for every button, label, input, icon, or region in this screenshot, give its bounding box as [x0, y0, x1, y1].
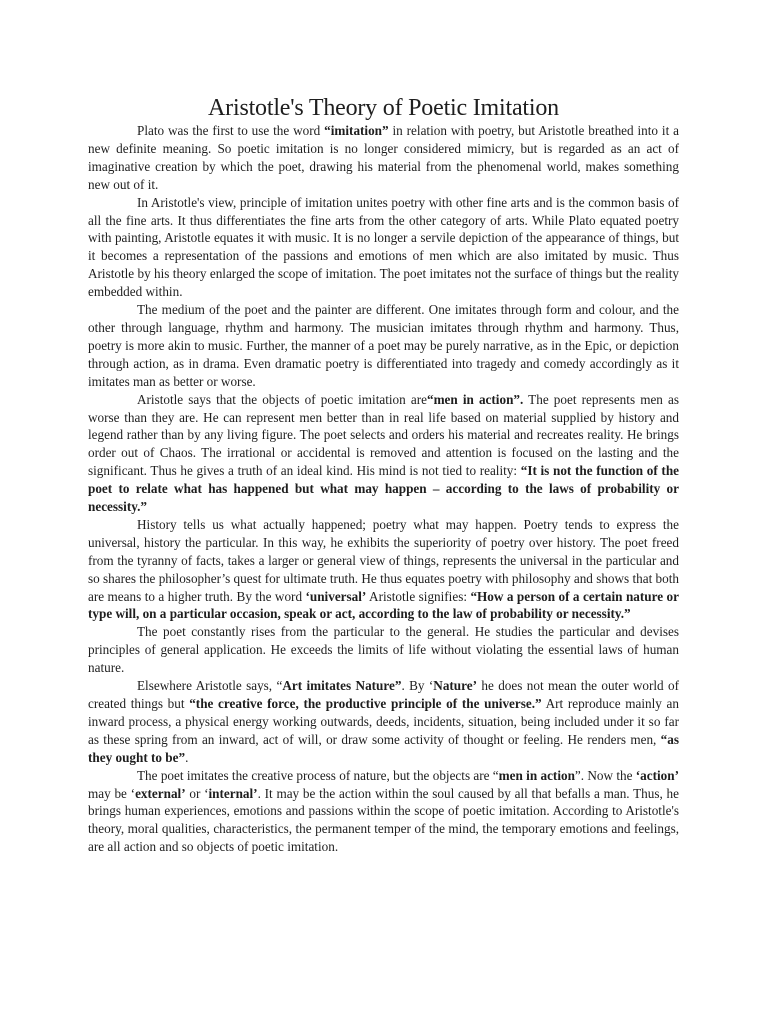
text-run: Aristotle says that the objects of poetic imitation are [137, 391, 427, 407]
text-run: The poet represents men as worse than they are. He can represent men better than in real life based on material supplied by history and legend rather than by any living figure. The poet selects and orders his material and recreates reality. He brings order out of Chaos. The irrational or accidental is removed and attention is focused on the lasting and the significant. Thus he gives a truth of an ideal kind. His mind is not tied to reality: [88, 391, 679, 479]
paragraph [88, 767, 679, 857]
bold-text: “imitation” [324, 123, 389, 138]
paragraph [88, 122, 679, 194]
text-run: The medium of the poet and the painter are different. One imitates through form and colour, and the other through language, rhythm and harmony. The musician imitates through rhythm and harmony. Thus, poetry is more akin to music. Further, the manner of a poet may be purely narrative, as in the Epic, or depiction through action, as in drama. Even dramatic poetry is differentiated into tragedy and comedy accordingly as it imitates man as better or worse. [88, 302, 679, 389]
paragraph [88, 677, 679, 767]
text-run: ”. Now the [574, 767, 636, 783]
bold-text: Nature’ [433, 678, 477, 694]
text-run: Aristotle signifies: [366, 588, 471, 604]
text-run: in relation with poetry, but Aristotle breathed into it a new definite meaning. So poetic imitation is no longer considered mimicry, but is regarded as an act of imaginative creation by which the poet, drawing his material from the phenomenal world, makes something new out of it. [88, 123, 679, 192]
bold-text: Art imitates Nature” [282, 678, 402, 694]
bold-text: “the creative force, the productive principle of the universe.” [189, 696, 542, 711]
bold-text: ‘action’ [635, 767, 679, 783]
text-run: he does not mean the outer world of created things but [88, 678, 680, 711]
text-run: The poet imitates the creative process of nature, but the objects are “ [137, 767, 499, 783]
text-run: . It may be the action within the soul caused by all that befalls a man. Thus, he brings human experiences, emotions and passions within the scope of poetic imitation. According to Aristotle's theory, moral qualities, characteristics, the permanent temper of the mind, the temporary emotions and feelings, are all action and so objects of poetic imitation. [88, 785, 679, 855]
bold-text: “It is not the function of the poet to relate what has happened but what may happen – according to the laws of probability or necessity.” [88, 463, 680, 515]
paragraph [88, 516, 679, 623]
bold-text: external’ [135, 785, 186, 801]
text-run: Plato was the first to use the word [137, 123, 325, 138]
bold-text: “How a person of a certain nature or type will, on a particular occasion, speak or act, according to the law of probability or necessity.” [88, 588, 679, 622]
bold-text: ‘universal’ [305, 588, 367, 604]
text-run: In Aristotle's view, principle of imitation unites poetry with other fine arts and is the common basis of all the fine arts. It thus differentiates the fine arts from the other category of arts. While Plato equated poetry with painting, Aristotle equates it with music. It is no longer a servile depiction of the appearance of things, but it becomes a representation of the passions and emotions of men which are also imitated by music. Thus Aristotle by his theory enlarged the scope of imitation. The poet imitates not the surface of things but the reality embedded within. [88, 194, 679, 300]
document-title: Aristotle's Theory of Poetic Imitation [208, 95, 559, 121]
text-run: or ‘ [185, 785, 209, 801]
paragraph [88, 391, 679, 516]
text-run: Elsewhere Aristotle says, “ [137, 678, 283, 694]
text-run: History tells us what actually happened; poetry what may happen. Poetry tends to express the universal, history the particular. In this way, he exhibits the superiority of poetry over history. The poet freed from the tyranny of facts, takes a larger or general view of things, represents the universal in the particular and so shares the philosopher’s quest for ultimate truth. He thus equates poetry with philosophy and shows that both are means to a higher truth. By the word [88, 516, 679, 604]
paragraph [88, 194, 679, 301]
text-run: Art reproduce mainly an inward process, a physical energy working outwards, deeds, incidents, situation, being included under it so far as these spring from an inward, act of will, or draw some activity of thought or feeling. He renders men, [88, 696, 679, 747]
document-page [88, 94, 679, 856]
paragraph [88, 623, 679, 677]
bold-text: men in action [498, 767, 575, 783]
document-body [88, 122, 679, 856]
paragraph [88, 301, 679, 391]
text-run: may be ‘ [88, 785, 136, 801]
text-run: . By ‘ [401, 678, 434, 694]
bold-text: “men in action”. [426, 391, 524, 407]
text-run: The poet constantly rises from the particular to the general. He studies the particular and devises principles of general application. He exceeds the limits of life without violating the essential laws of human nature. [88, 624, 679, 676]
text-run: . [185, 749, 189, 765]
bold-text: internal’ [208, 785, 258, 801]
bold-text: “as they ought to be” [88, 731, 679, 765]
